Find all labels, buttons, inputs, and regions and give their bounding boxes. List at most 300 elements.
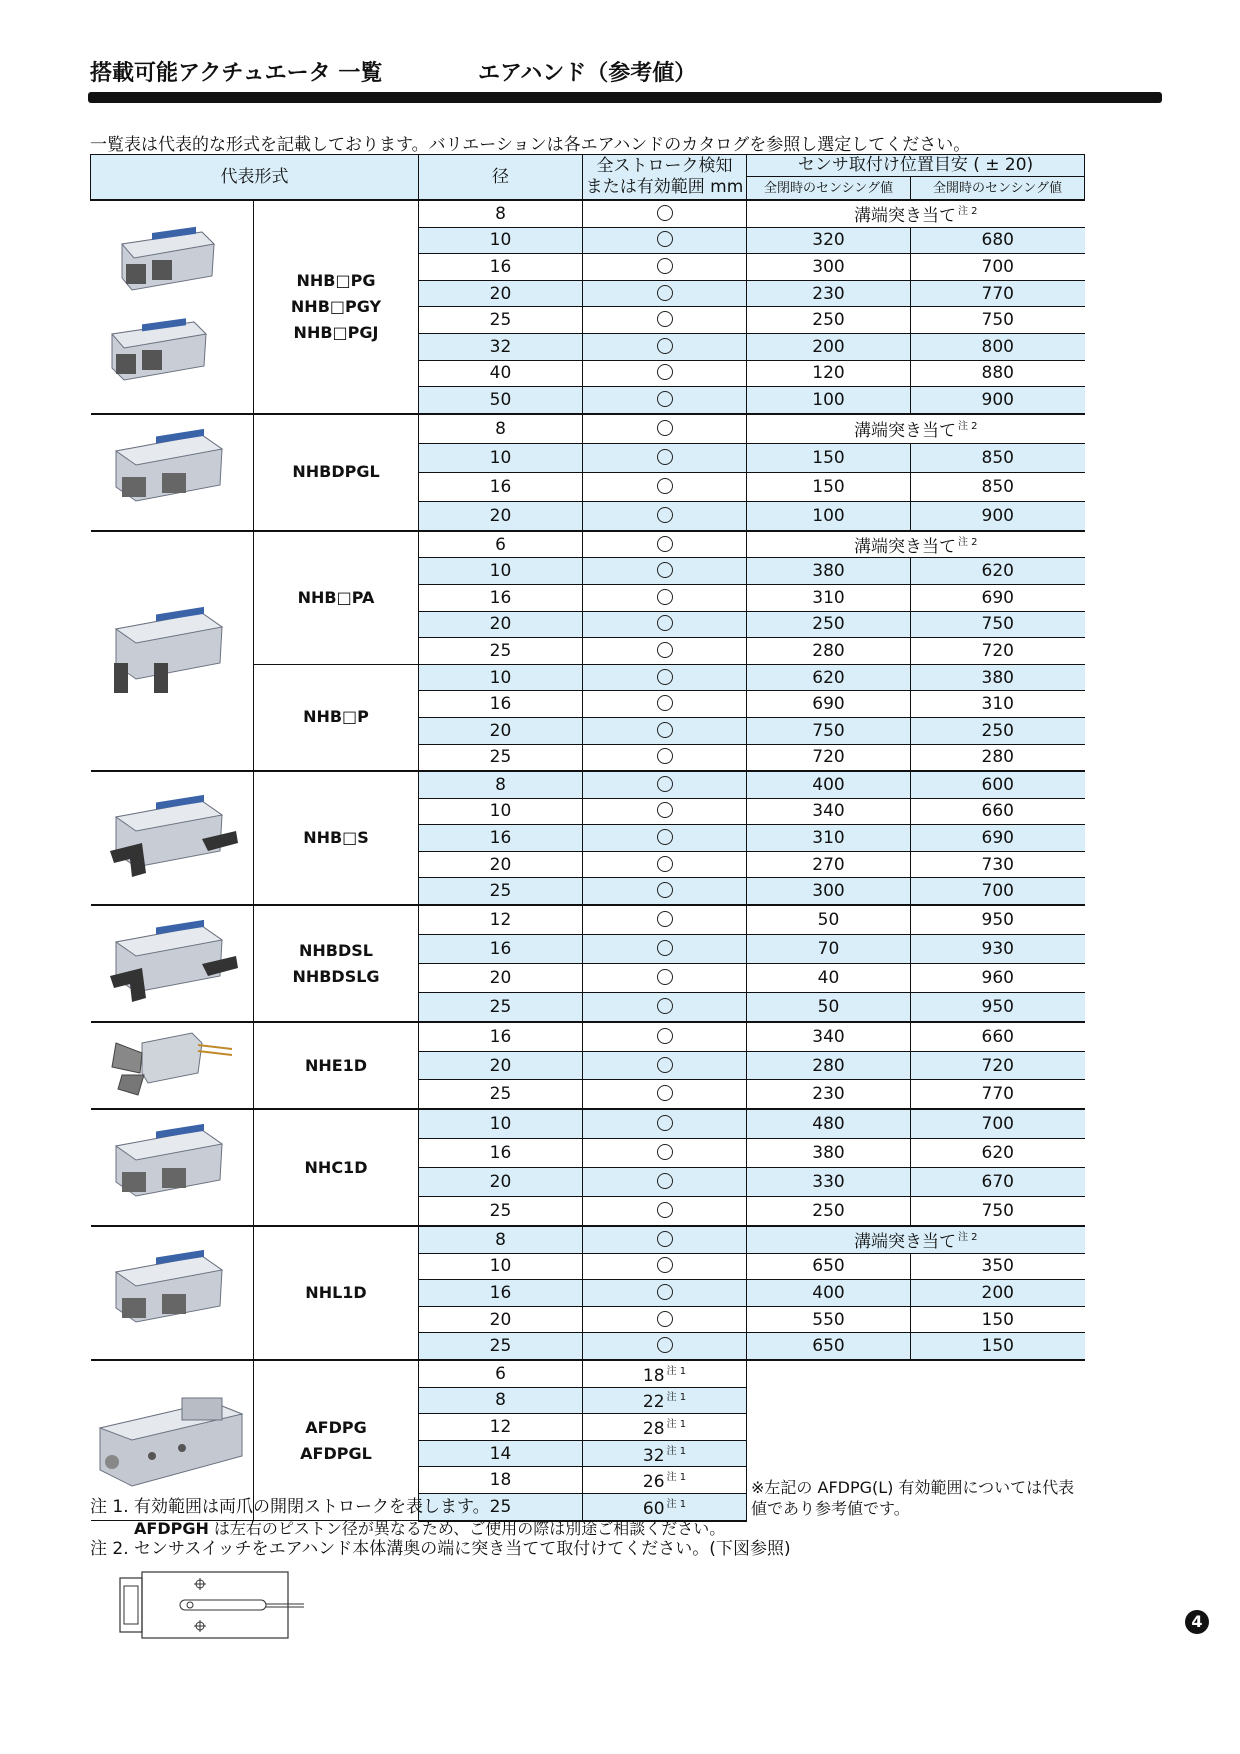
closed-value-cell: 720 — [747, 744, 911, 771]
sensor-mount-diagram — [118, 1570, 308, 1640]
product-photo — [91, 1110, 254, 1225]
stroke-detect-cell — [583, 1080, 747, 1109]
bore-cell: 12 — [419, 905, 583, 935]
closed-value-cell: 230 — [747, 1080, 911, 1109]
bore-cell: 40 — [419, 360, 583, 387]
model-name-line: NHB□PG — [296, 270, 376, 290]
page-subtitle: エアハンド（参考値） — [478, 61, 697, 86]
closed-value-cell: 200 — [747, 333, 911, 360]
closed-value-cell: 320 — [747, 227, 911, 254]
closed-value-cell: 340 — [747, 798, 911, 825]
stroke-detect-cell — [583, 935, 747, 964]
circle-mark — [657, 615, 673, 631]
circle-mark — [657, 1144, 673, 1160]
model-name-line: NHBDPGL — [292, 462, 380, 482]
range-value: 60 — [642, 1498, 665, 1519]
groove-end-cell — [747, 1226, 1085, 1253]
closed-value-cell: 750 — [747, 717, 911, 744]
model-name — [254, 1226, 419, 1360]
stroke-detect-cell — [583, 387, 747, 414]
open-value-cell: 750 — [911, 611, 1085, 638]
closed-value-cell: 480 — [747, 1109, 911, 1139]
closed-value-cell: 550 — [747, 1306, 911, 1333]
circle-mark — [657, 507, 673, 523]
model-name — [254, 905, 419, 1022]
bore-cell: 25 — [419, 993, 583, 1023]
circle-mark — [657, 449, 673, 465]
bore-cell: 20 — [419, 717, 583, 744]
stroke-detect-cell — [583, 1253, 747, 1280]
model-name-line: NHE1D — [304, 1055, 368, 1075]
closed-value-cell: 380 — [747, 558, 911, 585]
gripper-photo-s — [91, 771, 254, 905]
stroke-detect-cell — [583, 227, 747, 254]
closed-value-cell: 310 — [747, 825, 911, 852]
stroke-detect-cell — [583, 664, 747, 691]
model-name — [254, 1022, 419, 1109]
circle-mark — [657, 536, 673, 552]
open-value-cell: 680 — [911, 227, 1085, 254]
circle-mark — [657, 1311, 673, 1327]
model-name-line: NHBDSLG — [292, 966, 380, 986]
stroke-detect-cell — [583, 905, 747, 935]
note-1-rest: は左右のピストン径が異なるため、ご使用の際は別途ご相談ください。 — [208, 1519, 726, 1538]
open-value-cell: 950 — [911, 905, 1085, 935]
circle-mark — [657, 802, 673, 818]
open-value-cell: 700 — [911, 254, 1085, 281]
closed-value-cell: 150 — [747, 472, 911, 501]
open-value-cell: 930 — [911, 935, 1085, 964]
afd-side-note: ※左記の AFDPG(L) 有効範囲については代表値であり参考値です。 — [747, 1360, 1085, 1521]
groove-end-text: 溝端突き当て — [853, 206, 956, 227]
closed-value-cell: 50 — [747, 993, 911, 1023]
bore-cell: 10 — [419, 227, 583, 254]
closed-value-cell: 300 — [747, 878, 911, 905]
circle-mark — [657, 1028, 673, 1044]
product-photo — [91, 906, 254, 1021]
product-photo — [91, 593, 254, 708]
open-value-cell: 850 — [911, 443, 1085, 472]
stroke-detect-cell — [583, 360, 747, 387]
range-value: 28 — [642, 1419, 665, 1440]
closed-value-cell: 280 — [747, 638, 911, 665]
model-name-line: NHB□PGJ — [293, 322, 379, 342]
product-photo — [91, 781, 254, 896]
open-value-cell: 900 — [911, 387, 1085, 414]
circle-mark — [657, 940, 673, 956]
model-name-line: NHB□PGY — [290, 296, 382, 316]
model-name-line: NHBDSL — [299, 940, 373, 960]
range-value: 26 — [642, 1472, 665, 1493]
gripper-photo-e1d — [91, 1022, 254, 1109]
stroke-detect-cell — [583, 638, 747, 665]
page-title: 搭載可能アクチュエータ 一覧 — [90, 61, 383, 86]
stroke-detect-cell — [583, 825, 747, 852]
note-2: 注 2. センサスイッチをエアハンド本体溝奥の端に突き当てて取付けてください。(下図参照) — [90, 1539, 791, 1559]
open-value-cell: 660 — [911, 1022, 1085, 1051]
bore-cell: 25 — [419, 1197, 583, 1227]
model-name-line: NHC1D — [304, 1157, 368, 1177]
model-name-line: NHB□PA — [297, 587, 375, 607]
table-row — [91, 531, 1085, 558]
bore-cell: 25 — [419, 638, 583, 665]
bore-cell: 16 — [419, 935, 583, 964]
circle-mark — [657, 969, 673, 985]
circle-mark — [657, 420, 673, 436]
note-1: 注 1. 有効範囲は両爪の開閉ストロークを表します。 — [90, 1497, 490, 1517]
stroke-detect-cell — [583, 1280, 747, 1307]
bore-cell: 16 — [419, 1280, 583, 1307]
bore-cell: 25 — [419, 1080, 583, 1109]
model-name-line: AFDPGL — [300, 1443, 372, 1463]
circle-mark — [657, 205, 673, 221]
circle-mark — [657, 1257, 673, 1273]
closed-value-cell: 650 — [747, 1253, 911, 1280]
stroke-detect-cell — [583, 611, 747, 638]
intro-text: 一覧表は代表的な形式を記載しております。バリエーションは各エアハンドのカタログを参照し選定してください。 — [90, 135, 971, 155]
note1-mark: 注 1 — [666, 1445, 687, 1457]
open-value-cell: 900 — [911, 501, 1085, 531]
stroke-detect-cell — [583, 501, 747, 531]
stroke-detect-cell — [583, 744, 747, 771]
table-body — [91, 200, 1085, 1521]
bore-cell: 20 — [419, 280, 583, 307]
closed-value-cell: 50 — [747, 905, 911, 935]
open-value-cell: 730 — [911, 851, 1085, 878]
bore-cell: 20 — [419, 851, 583, 878]
bore-cell: 16 — [419, 691, 583, 718]
bore-cell: 18 — [419, 1467, 583, 1494]
stroke-detect-cell — [583, 1109, 747, 1139]
bore-cell: 32 — [419, 333, 583, 360]
stroke-detect-cell — [583, 717, 747, 744]
bore-cell: 16 — [419, 1022, 583, 1051]
bore-cell: 14 — [419, 1440, 583, 1467]
stroke-detect-cell — [583, 443, 747, 472]
stroke-detect-cell — [583, 558, 747, 585]
groove-end-text: 溝端突き当て — [853, 1232, 956, 1253]
groove-end-text: 溝端突き当て — [853, 421, 956, 442]
bore-cell: 25 — [419, 878, 583, 905]
bore-cell: 20 — [419, 964, 583, 993]
circle-mark — [657, 856, 673, 872]
open-value-cell: 200 — [911, 1280, 1085, 1307]
open-value-cell: 690 — [911, 584, 1085, 611]
closed-value-cell: 250 — [747, 611, 911, 638]
bore-cell: 25 — [419, 307, 583, 334]
open-value-cell: 620 — [911, 558, 1085, 585]
open-value-cell: 620 — [911, 1139, 1085, 1168]
range-cell — [583, 1387, 747, 1414]
bore-cell: 10 — [419, 798, 583, 825]
bore-cell: 25 — [419, 744, 583, 771]
bore-cell: 20 — [419, 1051, 583, 1080]
stroke-detect-cell — [583, 1051, 747, 1080]
circle-mark — [657, 364, 673, 380]
circle-mark — [657, 748, 673, 764]
open-value-cell: 150 — [911, 1306, 1085, 1333]
open-value-cell: 690 — [911, 825, 1085, 852]
closed-value-cell: 620 — [747, 664, 911, 691]
stroke-detect-cell — [583, 878, 747, 905]
stroke-detect-cell — [583, 1139, 747, 1168]
note1-mark: 注 1 — [666, 1472, 687, 1484]
model-name — [254, 531, 419, 664]
header-model: 代表形式 — [91, 155, 419, 201]
circle-mark — [657, 829, 673, 845]
bore-cell: 20 — [419, 1306, 583, 1333]
bore-cell: 8 — [419, 200, 583, 227]
stroke-detect-cell — [583, 414, 747, 444]
range-cell — [583, 1360, 747, 1387]
bore-cell: 12 — [419, 1414, 583, 1441]
circle-mark — [657, 1115, 673, 1131]
model-name — [254, 1109, 419, 1226]
circle-mark — [657, 998, 673, 1014]
circle-mark — [657, 285, 673, 301]
circle-mark — [657, 391, 673, 407]
closed-value-cell: 330 — [747, 1168, 911, 1197]
open-value-cell: 150 — [911, 1333, 1085, 1360]
stroke-detect-cell — [583, 333, 747, 360]
gripper-photo-pgl — [91, 414, 254, 531]
circle-mark — [657, 258, 673, 274]
header-stroke — [583, 155, 747, 201]
open-value-cell: 350 — [911, 1253, 1085, 1280]
circle-mark — [657, 722, 673, 738]
model-name — [254, 664, 419, 771]
closed-value-cell: 250 — [747, 1197, 911, 1227]
gripper-photo-pa — [91, 531, 254, 771]
circle-mark — [657, 562, 673, 578]
header-stroke-line2: または有効範囲 mm — [585, 177, 744, 197]
circle-mark — [657, 1284, 673, 1300]
bore-cell: 16 — [419, 254, 583, 281]
table-row — [91, 905, 1085, 935]
open-value-cell: 310 — [911, 691, 1085, 718]
product-photo — [91, 214, 254, 399]
closed-value-cell: 690 — [747, 691, 911, 718]
closed-value-cell: 40 — [747, 964, 911, 993]
actuator-table — [90, 154, 1085, 1522]
open-value-cell: 720 — [911, 638, 1085, 665]
range-cell — [583, 1440, 747, 1467]
groove-end-cell — [747, 531, 1085, 558]
page-number: 4 — [1185, 1610, 1209, 1634]
open-value-cell: 670 — [911, 1168, 1085, 1197]
bore-cell: 16 — [419, 584, 583, 611]
circle-mark — [657, 642, 673, 658]
table-row — [91, 1022, 1085, 1051]
note-1-model: AFDPGH — [134, 1519, 209, 1538]
circle-mark — [657, 1231, 673, 1247]
model-name-line: NHL1D — [305, 1283, 367, 1303]
open-value-cell: 800 — [911, 333, 1085, 360]
open-value-cell: 950 — [911, 993, 1085, 1023]
closed-value-cell: 100 — [747, 501, 911, 531]
stroke-detect-cell — [583, 584, 747, 611]
bore-cell: 20 — [419, 611, 583, 638]
bore-cell: 16 — [419, 472, 583, 501]
closed-value-cell: 650 — [747, 1333, 911, 1360]
circle-mark — [657, 311, 673, 327]
open-value-cell: 280 — [911, 744, 1085, 771]
table-row — [91, 200, 1085, 227]
circle-mark — [657, 776, 673, 792]
groove-end-text: 溝端突き当て — [853, 537, 956, 558]
table-row — [91, 1360, 1085, 1387]
table-row — [91, 1109, 1085, 1139]
groove-end-cell — [747, 200, 1085, 227]
open-value-cell: 700 — [911, 878, 1085, 905]
open-value-cell: 750 — [911, 307, 1085, 334]
header-bore: 径 — [419, 155, 583, 201]
closed-value-cell: 380 — [747, 1139, 911, 1168]
closed-value-cell: 230 — [747, 280, 911, 307]
bore-cell: 10 — [419, 558, 583, 585]
bore-cell: 20 — [419, 1168, 583, 1197]
open-value-cell: 660 — [911, 798, 1085, 825]
range-value: 32 — [642, 1445, 665, 1466]
gripper-photo-l1d — [91, 1226, 254, 1360]
table-row — [91, 1226, 1085, 1253]
open-value-cell: 960 — [911, 964, 1085, 993]
stroke-detect-cell — [583, 1197, 747, 1227]
bore-cell: 25 — [419, 1494, 583, 1521]
model-name-line: AFDPG — [305, 1417, 367, 1437]
model-name — [254, 771, 419, 905]
open-value-cell: 880 — [911, 360, 1085, 387]
closed-value-cell: 400 — [747, 771, 911, 798]
closed-value-cell: 70 — [747, 935, 911, 964]
circle-mark — [657, 882, 673, 898]
stroke-detect-cell — [583, 200, 747, 227]
stroke-detect-cell — [583, 851, 747, 878]
stroke-detect-cell — [583, 280, 747, 307]
note2-mark: 注 2 — [957, 421, 978, 433]
circle-mark — [657, 1057, 673, 1073]
stroke-detect-cell — [583, 798, 747, 825]
table-row — [91, 771, 1085, 798]
bore-cell: 6 — [419, 1360, 583, 1387]
stroke-detect-cell — [583, 1226, 747, 1253]
range-cell — [583, 1467, 747, 1494]
note2-mark: 注 2 — [957, 206, 978, 218]
circle-mark — [657, 231, 673, 247]
header-stroke-line1: 全ストローク検知 — [596, 156, 733, 176]
stroke-detect-cell — [583, 691, 747, 718]
range-cell — [583, 1414, 747, 1441]
closed-value-cell: 150 — [747, 443, 911, 472]
open-value-cell: 750 — [911, 1197, 1085, 1227]
note-1-detail — [90, 1518, 791, 1539]
stroke-detect-cell — [583, 254, 747, 281]
bore-cell: 25 — [419, 1333, 583, 1360]
header-closed: 全閉時のセンシング値 — [747, 177, 911, 201]
stroke-detect-cell — [583, 964, 747, 993]
title-rule — [88, 92, 1162, 103]
closed-value-cell: 280 — [747, 1051, 911, 1080]
note1-mark: 注 1 — [666, 1419, 687, 1431]
stroke-detect-cell — [583, 1022, 747, 1051]
note2-mark: 注 2 — [957, 537, 978, 549]
closed-value-cell: 250 — [747, 307, 911, 334]
open-value-cell: 600 — [911, 771, 1085, 798]
bore-cell: 8 — [419, 1387, 583, 1414]
circle-mark — [657, 1173, 673, 1189]
model-name — [254, 200, 419, 414]
bore-cell: 20 — [419, 501, 583, 531]
circle-mark — [657, 478, 673, 494]
bore-cell: 10 — [419, 443, 583, 472]
header-sensor: センサ取付け位置目安 ( ± 20) — [747, 155, 1085, 177]
closed-value-cell: 100 — [747, 387, 911, 414]
model-name — [254, 414, 419, 531]
open-value-cell: 380 — [911, 664, 1085, 691]
open-value-cell: 770 — [911, 280, 1085, 307]
bore-cell: 8 — [419, 1226, 583, 1253]
note2-mark: 注 2 — [957, 1232, 978, 1244]
table-row — [91, 414, 1085, 444]
groove-end-cell — [747, 414, 1085, 444]
bore-cell: 10 — [419, 1253, 583, 1280]
bore-cell: 8 — [419, 771, 583, 798]
bore-cell: 10 — [419, 1109, 583, 1139]
bore-cell: 16 — [419, 1139, 583, 1168]
stroke-detect-cell — [583, 1168, 747, 1197]
stroke-detect-cell — [583, 472, 747, 501]
circle-mark — [657, 911, 673, 927]
bore-cell: 10 — [419, 664, 583, 691]
open-value-cell: 770 — [911, 1080, 1085, 1109]
gripper-photo-sl — [91, 905, 254, 1022]
closed-value-cell: 310 — [747, 584, 911, 611]
circle-mark — [657, 1202, 673, 1218]
note1-mark: 注 1 — [666, 1498, 687, 1510]
circle-mark — [657, 1085, 673, 1101]
product-photo — [91, 415, 254, 530]
notes — [90, 1497, 791, 1560]
model-name-line: NHB□S — [303, 828, 369, 848]
circle-mark — [657, 589, 673, 605]
stroke-detect-cell — [583, 993, 747, 1023]
stroke-detect-cell — [583, 531, 747, 558]
bore-cell: 6 — [419, 531, 583, 558]
gripper-photo-pg — [91, 200, 254, 414]
note1-mark: 注 1 — [666, 1392, 687, 1404]
open-value-cell: 720 — [911, 1051, 1085, 1080]
closed-value-cell: 300 — [747, 254, 911, 281]
bore-cell: 8 — [419, 414, 583, 444]
closed-value-cell: 120 — [747, 360, 911, 387]
open-value-cell: 700 — [911, 1109, 1085, 1139]
model-name-line: NHB□P — [303, 707, 369, 727]
gripper-photo-c1d — [91, 1109, 254, 1226]
circle-mark — [657, 695, 673, 711]
stroke-detect-cell — [583, 307, 747, 334]
header-open: 全開時のセンシング値 — [911, 177, 1085, 201]
bore-cell: 16 — [419, 825, 583, 852]
product-photo — [91, 1023, 254, 1108]
note1-mark: 注 1 — [666, 1365, 687, 1377]
stroke-detect-cell — [583, 1333, 747, 1360]
stroke-detect-cell — [583, 1306, 747, 1333]
closed-value-cell: 340 — [747, 1022, 911, 1051]
circle-mark — [657, 338, 673, 354]
open-value-cell: 250 — [911, 717, 1085, 744]
stroke-detect-cell — [583, 771, 747, 798]
bore-cell: 50 — [419, 387, 583, 414]
